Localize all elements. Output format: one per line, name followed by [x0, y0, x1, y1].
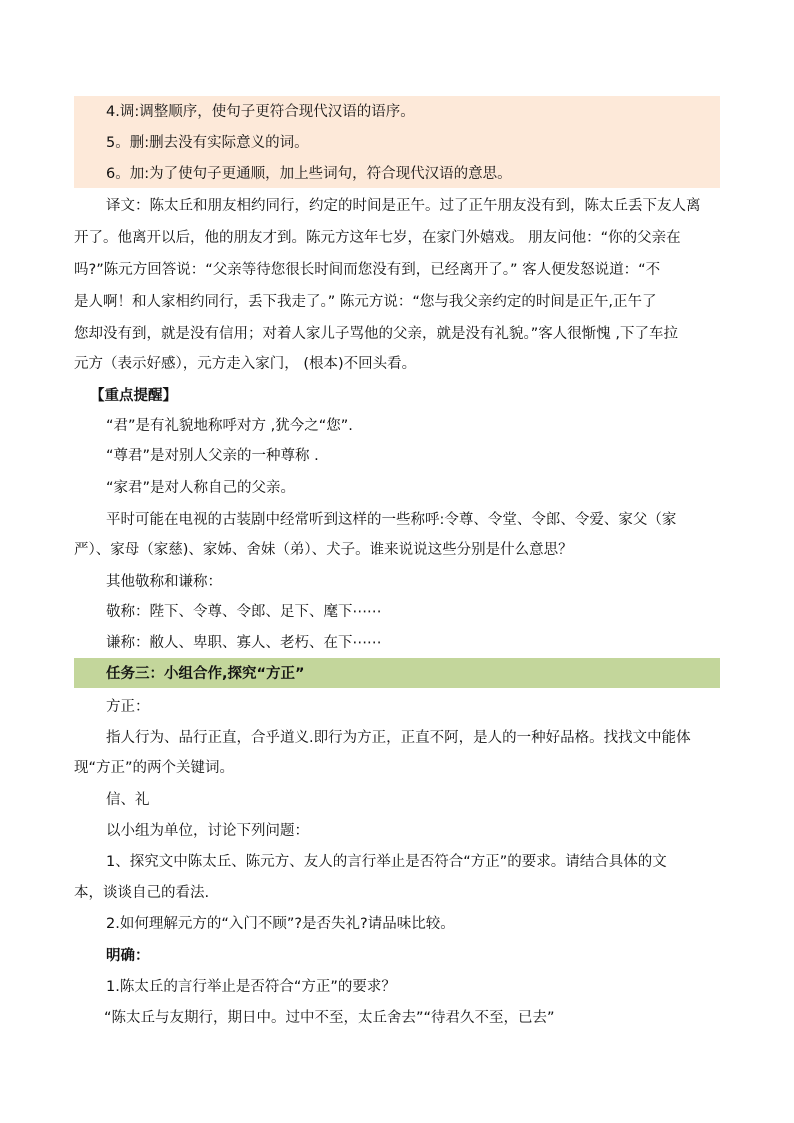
key-point-item: “尊君”是对别人父亲的一种尊称 . — [106, 448, 319, 464]
translation-line: 开了。他离开以后，他的朋友才到。陈元方这年七岁，在家门外嬉戏。 朋友问他：“你的父亲在 — [74, 230, 681, 246]
honorific-list: 敬称：陛下、令尊、令郎、足下、麾下⋯⋯ — [106, 604, 382, 620]
humble-list: 谦称：敝人、卑职、寡人、老朽、在下⋯⋯ — [106, 635, 382, 651]
term-label: 方正： — [106, 699, 150, 715]
answer-1-question: 1.陈太丘的言行举止是否符合“方正”的要求？ — [106, 979, 396, 995]
step-5: 5。删:删去没有实际意义的词。 — [106, 135, 309, 151]
discuss-intro: 以小组为单位，讨论下列问题： — [106, 823, 309, 839]
key-point-item: “君”是有礼貌地称呼对方 ,犹今之“您”. — [106, 418, 353, 434]
question-line: 平时可能在电视的古装剧中经常听到这样的一些称呼:令尊、令堂、令郎、令爱、家父（家 — [106, 512, 677, 528]
translation-line: 您却没有到，就是没有信用；对着人家儿子骂他的父亲，就是没有礼貌。”客人很惭愧 ,下了车拉 — [74, 326, 678, 342]
others-title: 其他敬称和谦称： — [106, 574, 222, 590]
question-1-line: 1、探究文中陈太丘、陈元方、友人的言行举止是否符合“方正”的要求。请结合具体的文 — [106, 854, 667, 870]
question-2: 2.如何理解元方的“入门不顾”?是否失礼?请品味比较。 — [106, 916, 455, 932]
clarify-label: 明确： — [106, 948, 150, 964]
definition-line: 指人行为、品行正直，合乎道义.即行为方正，正直不阿，是人的一种好品格。找找文中能体 — [106, 730, 691, 746]
translation-line: 元方（表示好感），元方走入家门， (根本)不回头看。 — [74, 356, 417, 372]
definition-line: 现“方正”的两个关键词。 — [74, 760, 235, 776]
key-point-item: “家君”是对人称自己的父亲。 — [106, 480, 296, 496]
step-4: 4.调:调整顺序，使句子更符合现代汉语的语序。 — [106, 104, 415, 120]
key-point-heading: 【重点提醒】 — [90, 388, 177, 404]
question-line: 严）、家母（家慈)、家姊、舍妹（弟）、犬子。谁来说说这些分别是什么意思？ — [74, 542, 573, 558]
task3-title: 任务三：小组合作,探究“方正” — [106, 666, 305, 682]
step-6: 6。加:为了使句子更通顺，加上些词句，符合现代汉语的意思。 — [106, 166, 512, 182]
question-1-line: 本，谈谈自己的看法. — [74, 885, 210, 901]
keywords: 信、礼 — [106, 792, 150, 808]
translation-line: 是人啊！和人家相约同行，丢下我走了。” 陈元方说：“您与我父亲约定的时间是正午,正午了 — [74, 294, 657, 310]
translation-line: 译文：陈太丘和朋友相约同行，约定的时间是正午。过了正午朋友没有到，陈太丘丢下友人离 — [106, 198, 701, 214]
translation-line: 吗?”陈元方回答说：“父亲等待您很长时间而您没有到，已经离开了。” 客人便发怒说道：“不 — [74, 262, 661, 278]
answer-1-quote: “陈太丘与友期行，期日中。过中不至，太丘舍去”“待君久不至，已去” — [104, 1010, 555, 1026]
